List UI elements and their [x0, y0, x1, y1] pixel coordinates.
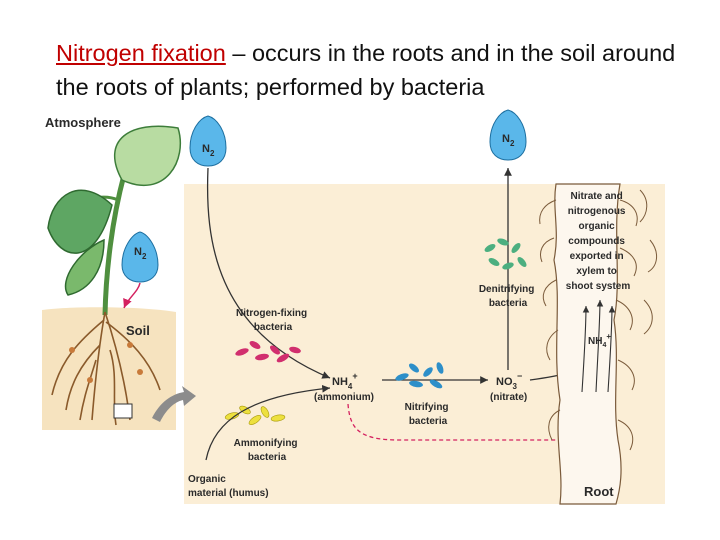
- leaf-upper: [115, 126, 181, 185]
- atmosphere-label: Atmosphere: [45, 115, 121, 130]
- nh4-root-subscript: 4: [602, 342, 607, 349]
- n2-symbol: N: [134, 246, 142, 258]
- exported-line6: xylem to: [576, 266, 617, 277]
- nh4-root-superscript: +: [606, 332, 612, 341]
- nitrate-formula: NO: [496, 376, 513, 388]
- nh4-root-formula: NH: [588, 336, 603, 347]
- denitrifying-line2: bacteria: [488, 298, 528, 309]
- exported-line4: compounds: [568, 236, 625, 247]
- exported-line2: nitrogenous: [567, 206, 626, 217]
- organic-line2: material (humus): [188, 488, 269, 499]
- n2-subscript-2: 2: [209, 149, 215, 158]
- organic-line1: Organic: [188, 474, 226, 485]
- n2-subscript: 2: [141, 252, 147, 261]
- nitrogen-fixing-line1: Nitrogen-fixing: [236, 308, 308, 319]
- ammonifying-line1: Ammonifying: [233, 438, 298, 449]
- n2-bubble-plant: [122, 232, 158, 282]
- ammonifying-line2: bacteria: [247, 452, 287, 463]
- zoom-box: [114, 404, 132, 418]
- n2-symbol-2: N: [202, 143, 210, 155]
- exported-line7: shoot system: [565, 281, 631, 292]
- nitrate-superscript: −: [516, 371, 523, 381]
- exported-line1: Nitrate and: [570, 191, 623, 202]
- ammonium-superscript: +: [352, 371, 358, 381]
- exported-line5: exported in: [569, 251, 624, 262]
- n2-subscript-3: 2: [509, 139, 515, 148]
- exported-line3: organic: [578, 221, 615, 232]
- nitrogen-fixing-line2: bacteria: [253, 322, 293, 333]
- nitrifying-line1: Nitrifying: [404, 402, 449, 413]
- root-label: Root: [584, 484, 614, 499]
- ammonium-subscript: 4: [347, 382, 353, 391]
- ammonium-formula: NH: [332, 376, 348, 388]
- nitrate-subscript: 3: [512, 382, 517, 391]
- slide-title-term: Nitrogen fixation: [56, 40, 226, 66]
- soil-label: Soil: [126, 323, 150, 338]
- nitrifying-line2: bacteria: [408, 416, 448, 427]
- n2-bubble-fixation: [190, 116, 226, 166]
- slide-title-rest: – occurs in the roots and in the soil around the roots of plants; performed by bacteria: [56, 40, 676, 100]
- nitrate-name: (nitrate): [490, 392, 528, 403]
- ammonium-name: (ammonium): [314, 392, 374, 403]
- n2-bubble-denitrification: [490, 110, 526, 160]
- n2-symbol-3: N: [502, 133, 510, 145]
- denitrifying-line1: Denitrifying: [478, 284, 535, 295]
